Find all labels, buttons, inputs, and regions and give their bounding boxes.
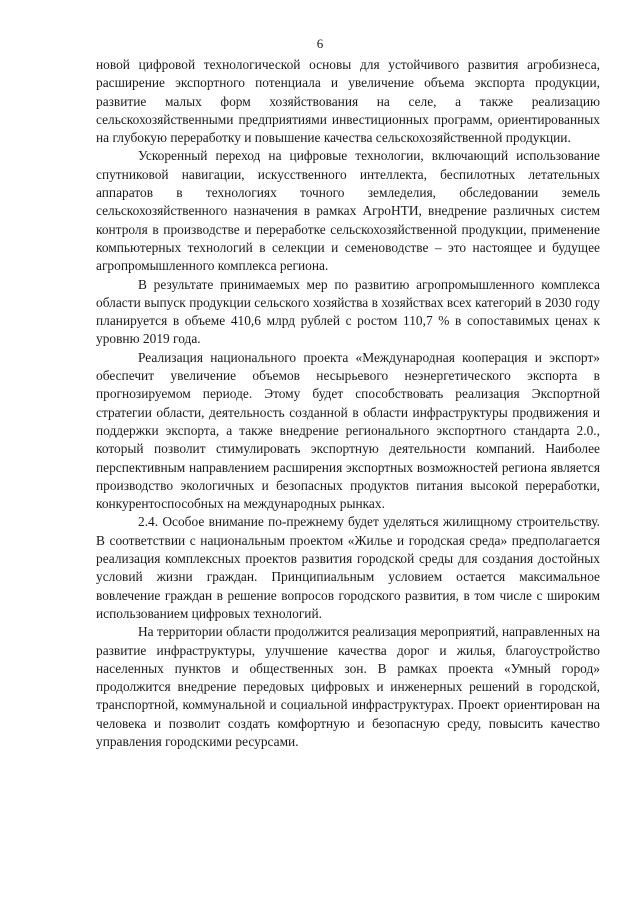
page-number: 6 [316,36,324,51]
paragraph-1: новой цифровой технологической основы для устойчивого развития агробизнеса, расширение экспортного потенциала и увеличение объема экспорта продукции, развитие малых форм хозяйствования на селе, а также реализацию сельскохозяйственными предприятиями инвестиционных программ, ориентированных на глубокую переработку и повышение качества сельскохозяйственной продукции. [96,57,600,146]
paragraph-2: Ускоренный переход на цифровые технологии, включающий использование спутниковой навигации, искусственного интеллекта, беспилотных летательных аппаратов в технологиях точного земледелия, обследовании земель сельскохозяйственного назначения в рамках АгроНТИ, внедрение различных систем контроля в производстве и переработке сельскохозяйственной продукции, применение компьютерных технологий в селекции и семеноводстве – это настоящее и будущее агропромышленного комплекса региона. [96,148,600,274]
paragraph-5: 2.4. Особое внимание по-прежнему будет уделяться жилищному строительству. В соответствии с национальным проектом «Жилье и городская среда» предполагается реализация комплексных проектов развития городской среды для создания достойных условий жизни граждан. Принципиальным условием остается максимальное вовлечение граждан в решение вопросов городского развития, в том числе с широким использованием цифровых технологий. [96,514,600,621]
paragraph-3: В результате принимаемых мер по развитию агропромышленного комплекса области выпуск продукции сельского хозяйства в хозяйствах всех категорий в 2030 году планируется в объеме 410,6 млрд рублей с ростом 110,7 % в сопоставимых ценах к уровню 2019 года. [96,276,600,347]
paragraph-4: Реализация национального проекта «Международная кооперация и экспорт» обеспечит увеличение объемов несырьевого неэнергетического экспорта в прогнозируемом периоде. Этому будет способствовать реализация Экспортной стратегии области, деятельность созданной в области инфраструктуры продвижения и поддержки экспорта, а также внедрение регионального экспортного стандарта 2.0., который позволит стимулировать экспортную деятельности компаний. Наиболее перспективным направлением расширения экспортных возможностей региона является производство экологичных и безопасных продуктов питания высокой переработки, конкурентоспособных на международных рынках. [96,349,600,512]
paragraph-6: На территории области продолжится реализация мероприятий, направленных на развитие инфраструктуры, улучшение качества дорог и жилья, благоустройство населенных пунктов и общественных зон. В рамках проекта «Умный город» продолжится внедрение передовых цифровых и инженерных решений в городской, транспортной, коммунальной и социальной инфраструктурах. Проект ориентирован на человека и позволит создать комфортную и безопасную среду, повысить качество управления городскими ресурсами. [96,624,600,749]
document-body [96,56,600,751]
